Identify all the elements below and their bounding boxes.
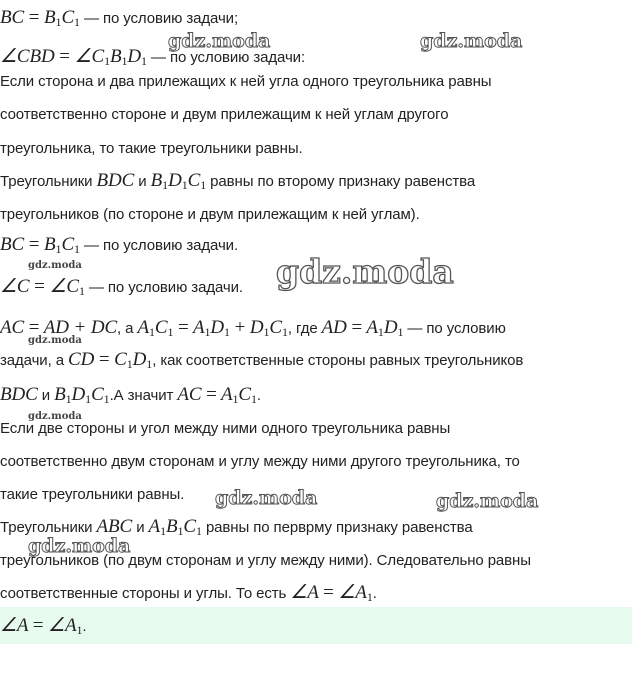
watermark: gdz.moda	[436, 490, 539, 512]
text-line: ∠CBD = $\angle C_1B_1D_1$ — по условию задачи:	[0, 46, 306, 68]
text-line: BC = $B_1C_1$ — по условию задачи.	[0, 234, 239, 256]
text-line: соответственно двум сторонам и углу между ними другого треугольника, то	[0, 453, 520, 470]
text-line: BC = $B_1C_1$ — по условию задачи;	[0, 7, 239, 29]
watermark: gdz.moda	[215, 487, 318, 509]
text-line: BDC и $B_1D_1C_1.А$ значит AC = $A_1C_1$.	[0, 384, 261, 406]
text-line: соответственно стороне и двум прилежащим к ней углам другого	[0, 106, 449, 123]
text-line: треугольников (по стороне и двум прилежащим к ней углам).	[0, 206, 420, 223]
watermark: gdz.moda	[28, 411, 82, 422]
watermark: gdz.moda	[276, 252, 454, 291]
text-line: Треугольники ABC и $A_1B_1C_1$ равны по перврму признаку равенства	[0, 516, 473, 538]
watermark: gdz.moda	[28, 335, 82, 346]
text-line: Если две стороны и угол между ними одного треугольника равны	[0, 420, 451, 437]
text-line: AC = AD + DC, а $A_1C_1 = A_1D_1 + D_1C_1$, где AD = $A_1D_1$ — по условию	[0, 317, 506, 339]
answer-box	[0, 607, 632, 644]
text-line: задачи, а CD = $C_1D_1$, как соответственные стороны равных треугольников	[0, 349, 524, 371]
text-line: треугольника, то такие треугольники равны.	[0, 140, 303, 157]
text-line: такие треугольники равны.	[0, 486, 185, 503]
text-line: Если сторона и два прилежащих к ней угла одного треугольника равны	[0, 73, 492, 90]
watermark: gdz.moda	[168, 30, 271, 52]
answer-text: ∠A = $\angle A_1$.	[0, 615, 87, 637]
text-line: треугольников (по двум сторонам и углу между ними). Следовательно равны	[0, 552, 531, 569]
watermark: gdz.moda	[28, 260, 82, 271]
watermark: gdz.moda	[420, 30, 523, 52]
text-line: соответственные стороны и углы. То есть ∠A = $\angle A_1$.	[0, 582, 377, 604]
text-line: Треугольники BDC и $B_1D_1C_1$ равны по второму признаку равенства	[0, 170, 476, 192]
watermark: gdz.moda	[28, 535, 131, 557]
text-line: ∠C = $\angle C_1$ — по условию задачи.	[0, 276, 243, 298]
